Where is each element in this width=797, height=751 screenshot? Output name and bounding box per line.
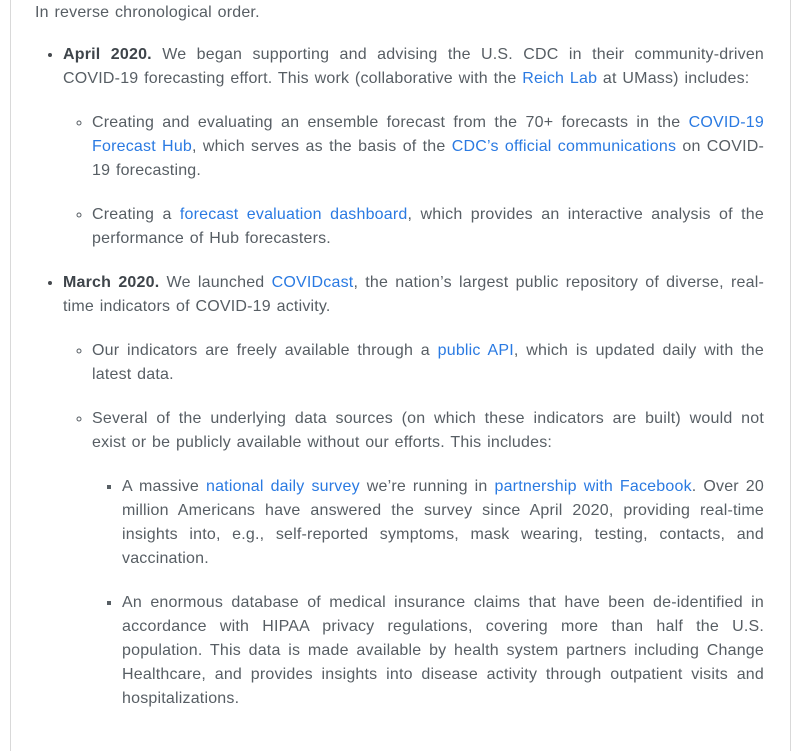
news-subitem-text	[92, 111, 764, 183]
news-text-segment: A massive	[122, 478, 206, 495]
news-subitem-public-api	[92, 339, 764, 387]
content-frame	[10, 0, 791, 751]
news-text-segment: We began supporting and advising the U.S. CDC in their community-driven COVID-19 forecasting effort. This work (collaborative with the	[63, 46, 765, 87]
news-subsubitem-text	[122, 591, 764, 711]
news-subitem-text	[92, 339, 764, 387]
news-text-segment: Creating and evaluating an ensemble forecast from the 70+ forecasts in the	[92, 114, 689, 131]
news-sublist-march	[63, 339, 764, 711]
news-item-april-2020	[63, 43, 764, 251]
news-text-segment: , which provides an interactive analysis of the performance of Hub forecasters.	[92, 206, 764, 247]
covidcast-link[interactable]: COVIDcast	[271, 274, 354, 291]
news-text-segment: Several of the underlying data sources (on which these indicators are built) would not exist or be publicly available without our efforts. This includes:	[92, 410, 764, 451]
covid19-forecast-hub-link[interactable]: COVID-19 Forecast Hub	[92, 114, 764, 155]
news-text-segment: , the nation’s largest public repository of diverse, real-time indicators of COVID-19 activity.	[63, 274, 764, 315]
news-subsubitem-text	[122, 475, 764, 571]
national-daily-survey-link[interactable]: national daily survey	[205, 478, 360, 495]
date-label-april-2020: April 2020.	[63, 46, 152, 63]
news-text-segment: We launched	[159, 274, 272, 291]
news-text-segment: on COVID-19 forecasting.	[92, 138, 765, 179]
data-sources-list	[92, 475, 764, 711]
news-text-segment: Our indicators are freely available through a	[92, 342, 438, 359]
news-list	[35, 43, 764, 711]
reich-lab-link[interactable]: Reich Lab	[522, 70, 598, 87]
news-item-april-2020-text	[63, 43, 764, 91]
news-text-segment: Creating a	[92, 206, 180, 223]
news-text-segment: we’re running in	[359, 478, 495, 495]
news-subitem-evaluation-dashboard	[92, 203, 764, 251]
news-text-segment: . Over 20 million Americans have answered the survey since April 2020, providing real-time insights into, e.g., self-reported symptoms, mask wearing, testing, contacts, and vaccination.	[122, 478, 764, 567]
news-subitem-data-sources	[92, 407, 764, 711]
news-text-segment: , which serves as the basis of the	[192, 138, 452, 155]
forecast-evaluation-dashboard-link[interactable]: forecast evaluation dashboard	[179, 206, 408, 223]
news-subitem-text	[92, 407, 764, 455]
public-api-link[interactable]: public API	[437, 342, 514, 359]
news-subitem-ensemble-forecast	[92, 111, 764, 183]
news-sublist-april	[63, 111, 764, 251]
intro-text: In reverse chronological order.	[35, 4, 260, 21]
news-text-segment: An enormous database of medical insurance claims that have been de-identified in accordance with HIPAA privacy regulations, covering more than half the U.S. population. This data is made available by health system partners including Change Healthcare, and provides insights into disease activity through outpatient visits and hospitalizations.	[122, 594, 764, 707]
partnership-with-facebook-link[interactable]: partnership with Facebook	[494, 478, 692, 495]
news-subsubitem-survey	[122, 475, 764, 571]
news-subitem-text	[92, 203, 764, 251]
cdc-official-communications-link[interactable]: CDC’s official communications	[451, 138, 677, 155]
news-text-segment: , which is updated daily with the latest data.	[92, 342, 764, 383]
date-label-march-2020: March 2020.	[63, 274, 160, 291]
news-item-march-2020-text	[63, 271, 764, 319]
news-text-segment: at UMass) includes:	[597, 70, 750, 87]
news-subsubitem-claims-database	[122, 591, 764, 711]
news-item-march-2020	[63, 271, 764, 711]
